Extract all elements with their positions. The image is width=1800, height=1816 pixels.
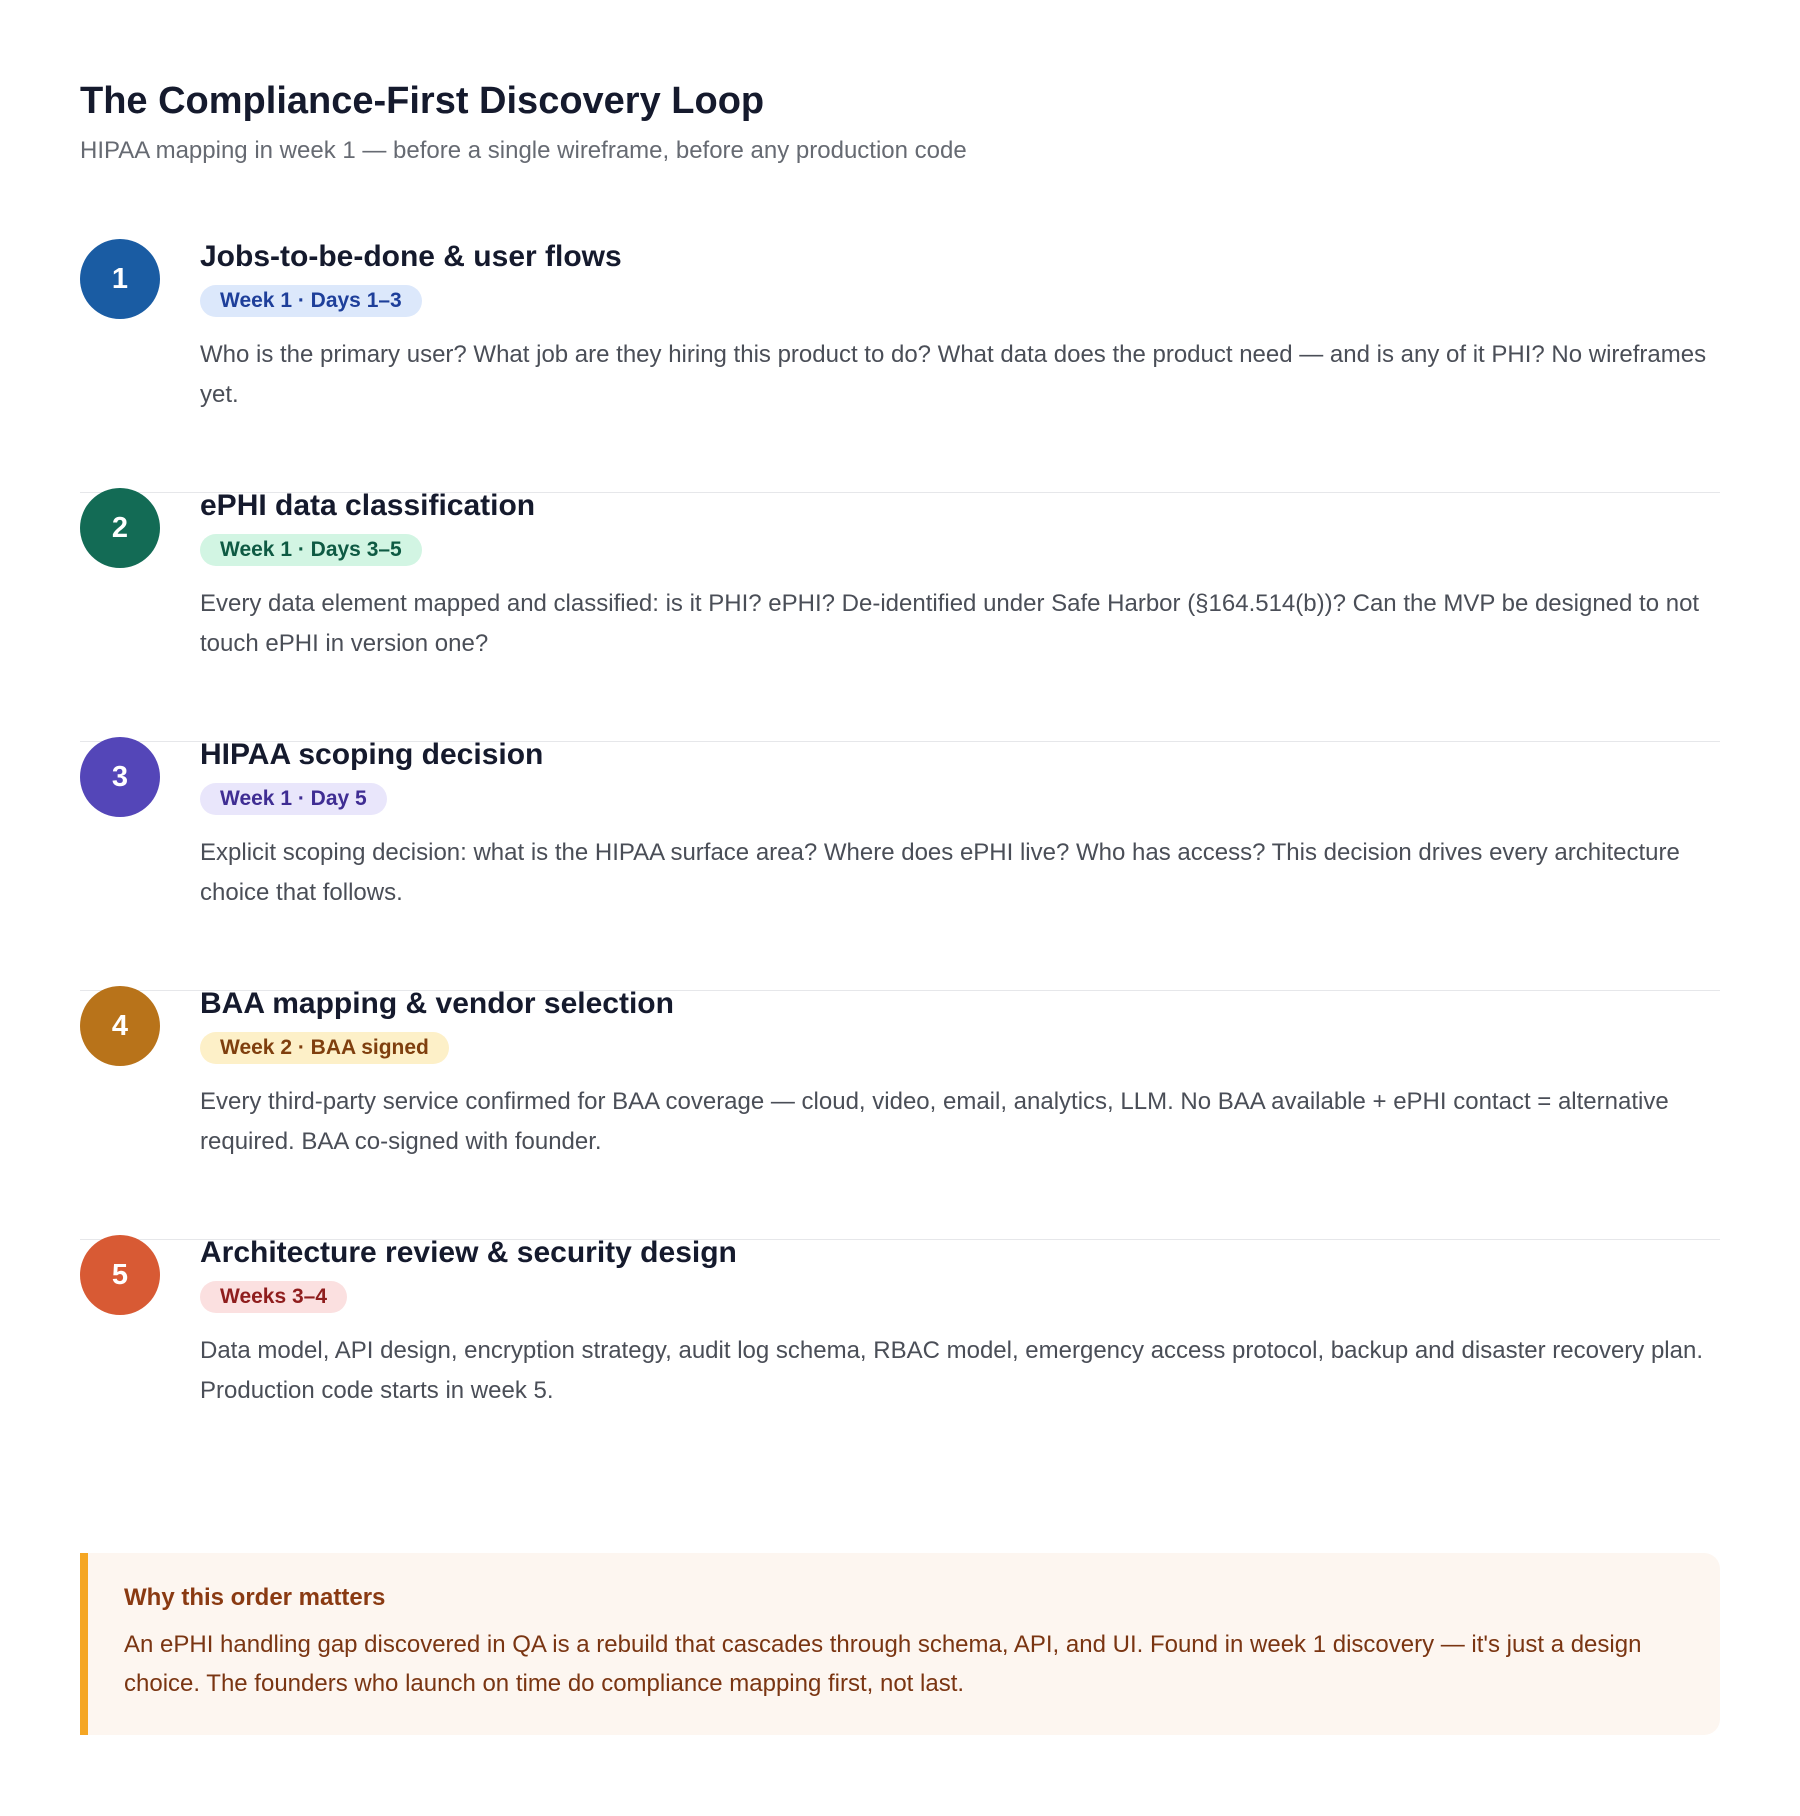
step-timing-badge: Week 1 · Days 3–5 xyxy=(200,534,422,566)
step-5 xyxy=(80,1235,1720,1489)
step-description: Explicit scoping decision: what is the HIPAA surface area? Where does ePHI live? Who has access? This decision drives every architecture choice that follows. xyxy=(200,839,1680,906)
callout-title: Why this order matters xyxy=(124,1584,386,1611)
step-number-circle: 1 xyxy=(80,239,160,319)
page-subtitle: HIPAA mapping in week 1 — before a single wireframe, before any production code xyxy=(80,137,967,164)
step-number-circle: 4 xyxy=(80,986,160,1066)
step-4 xyxy=(80,986,1720,1240)
step-timing-badge: Week 1 · Day 5 xyxy=(200,783,387,815)
step-number-circle: 3 xyxy=(80,737,160,817)
step-description: Every data element mapped and classified: is it PHI? ePHI? De-identified under Safe Harbor (§164.514(b))? Can the MVP be designed to not touch ePHI in version one? xyxy=(200,590,1700,657)
step-2 xyxy=(80,488,1720,742)
step-timing-badge: Week 2 · BAA signed xyxy=(200,1032,449,1064)
step-title: Jobs-to-be-done & user flows xyxy=(200,240,622,273)
step-description: Every third-party service confirmed for BAA coverage — cloud, video, email, analytics, LLM. No BAA available + ePHI contact = alternative required. BAA co-signed with founder. xyxy=(200,1088,1669,1155)
step-1 xyxy=(80,239,1720,493)
step-title: BAA mapping & vendor selection xyxy=(200,987,674,1020)
steps-list xyxy=(80,239,1720,1489)
step-timing-badge: Weeks 3–4 xyxy=(200,1281,347,1313)
step-title: ePHI data classification xyxy=(200,489,536,522)
callout-body: An ePHI handling gap discovered in QA is a rebuild that cascades through schema, API, and UI. Found in week 1 discovery — it's just a design choice. The founders who launch on time do compliance mapping first, not last. xyxy=(124,1631,1642,1697)
why-order-matters-callout xyxy=(80,1553,1720,1735)
step-title: HIPAA scoping decision xyxy=(200,738,544,771)
discovery-loop-page xyxy=(80,78,1720,1735)
step-description: Who is the primary user? What job are they hiring this product to do? What data does the product need — and is any of it PHI? No wireframes yet. xyxy=(200,341,1707,408)
step-description: Data model, API design, encryption strategy, audit log schema, RBAC model, emergency access protocol, backup and disaster recovery plan. Production code starts in week 5. xyxy=(200,1337,1703,1404)
step-title: Architecture review & security design xyxy=(200,1236,737,1269)
step-3 xyxy=(80,737,1720,991)
step-number-circle: 2 xyxy=(80,488,160,568)
step-timing-badge: Week 1 · Days 1–3 xyxy=(200,285,422,317)
page-title: The Compliance-First Discovery Loop xyxy=(80,80,765,122)
step-number-circle: 5 xyxy=(80,1235,160,1315)
